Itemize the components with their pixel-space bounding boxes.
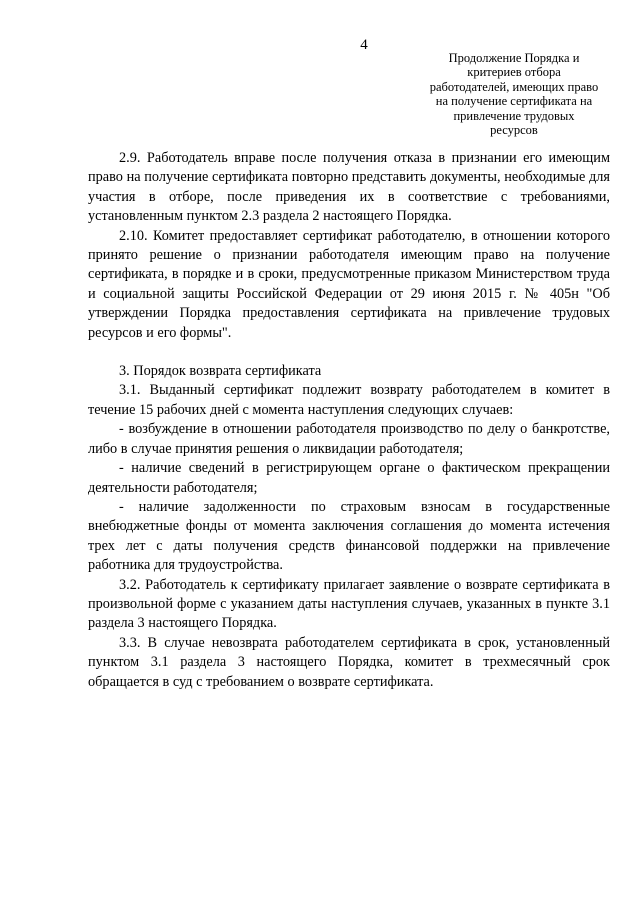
header-note-line: привлечение трудовых [453,108,575,123]
header-note-line: на получение сертификата на [435,94,593,109]
header-note [420,51,608,137]
header-note-line: Продолжение Порядка и [448,51,580,65]
header-note-line: ресурсов [490,123,538,138]
paragraph-3-1: 3.1. Выданный сертификат подлежит возврату работодателем в комитет в течение 15 рабочих дней с момента наступления следующих случаев: [88,382,610,418]
list-item-debt: - наличие задолженности по страховым взносам в государственные внебюджетные фонды от момента заключения соглашения до момента истечения трех лет с даты получения средств финансовой поддержки на привлечение работника для трудоустройства. [88,498,610,574]
page-number: 4 [360,37,368,53]
paragraph-3-3: 3.3. В случае невозврата работодателем сертификата в срок, установленный пунктом 3.1 раздела 3 настоящего Порядка, комитет в трехмесячный срок обращается в суд с требованием о возврате сертификата. [88,634,610,690]
paragraph-2-9: 2.9. Работодатель вправе после получения отказа в признании его имеющим право на получение сертификата повторно представить документы, необходимые для участия в отборе, после приведения их в соответствие с требованиями, установленным пунктом 2.3 раздела 2 настоящего Порядка. [88,150,610,225]
header-note-line: работодателей, имеющих право [429,79,599,94]
header-note-line: критериев отбора [467,65,561,80]
paragraph-2-10: 2.10. Комитет предоставляет сертификат работодателю, в отношении которого принято решение о признании работодателя имеющим право на получение сертификата, в порядке и в сроки, предусмотренные приказом Министерством труда и социальной защиты Российской Федерации от 29 июня 2015 г. № 405н "Об утверждении Порядка предоставления сертификата на привлечение трудовых ресурсов и его формы". [88,227,610,341]
section-heading: 3. Порядок возврата сертификата [119,363,322,380]
document-body [88,149,610,692]
paragraph-3-2: 3.2. Работодатель к сертификату прилагает заявление о возврате сертификата в произвольной форме с указанием даты наступления случаев, указанных в пункте 3.1 раздела 3 настоящего Порядка. [88,576,610,632]
list-item-bankruptcy: - возбуждение в отношении работодателя производство по делу о банкротстве, либо в случае принятия решения о ликвидации работодателя; [88,421,610,457]
list-item-termination: - наличие сведений в регистрирующем органе о фактическом прекращении деятельности работодателя; [88,460,610,496]
